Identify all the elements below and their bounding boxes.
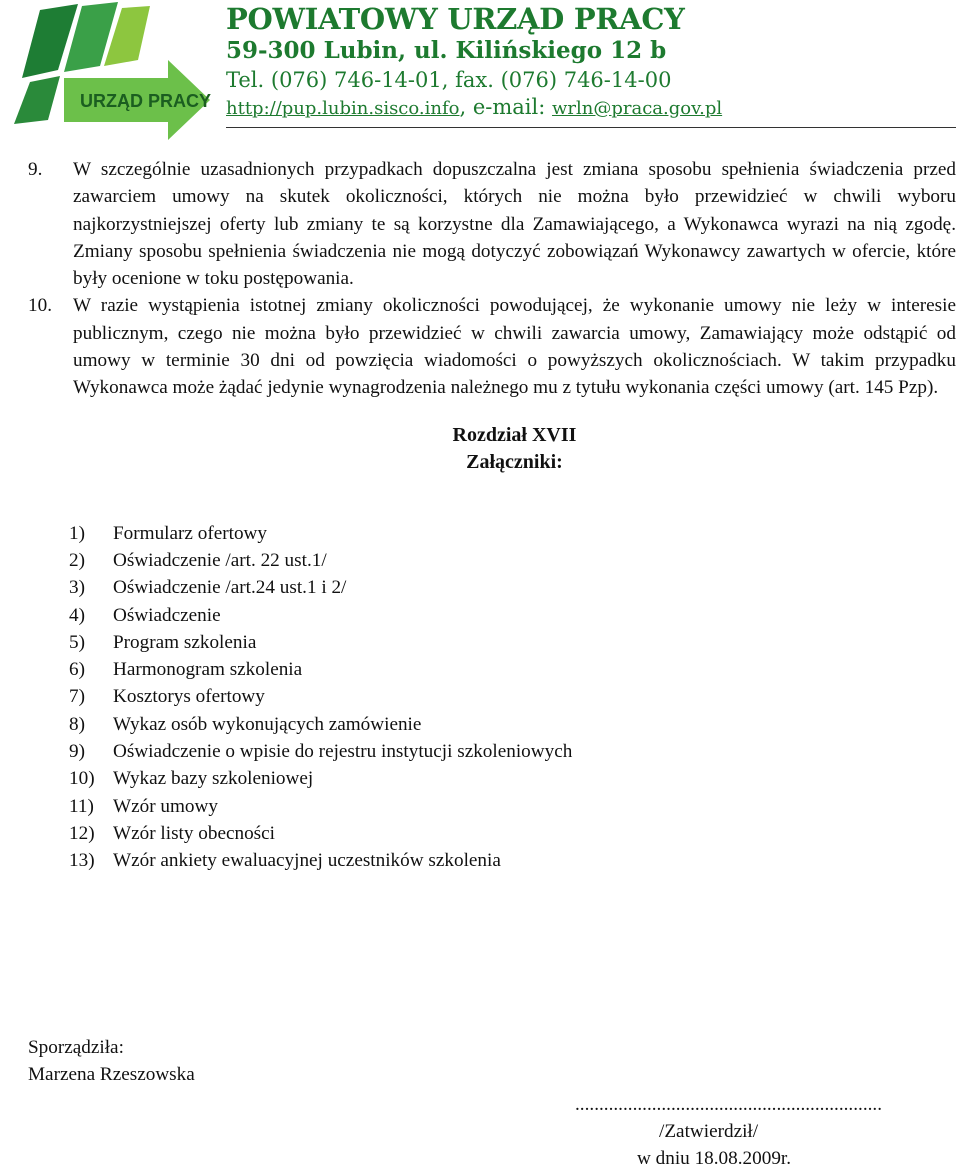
list-item bbox=[69, 711, 956, 738]
list-label: Kosztorys ofertowy bbox=[113, 686, 265, 708]
logo-text: URZĄD PRACY bbox=[80, 91, 212, 111]
email-label: , e-mail: bbox=[459, 95, 552, 119]
list-item bbox=[69, 847, 956, 874]
list-label: Oświadczenie /art. 22 ust.1/ bbox=[113, 549, 327, 571]
list-item bbox=[69, 765, 956, 792]
list-label: Wykaz bazy szkoleniowej bbox=[113, 768, 314, 790]
list-number: 12) bbox=[69, 822, 95, 844]
header-divider bbox=[226, 127, 956, 128]
list-number: 5) bbox=[69, 631, 85, 653]
list-number: 13) bbox=[69, 850, 95, 872]
list-label: Oświadczenie /art.24 ust.1 i 2/ bbox=[113, 577, 347, 599]
document-body bbox=[28, 156, 956, 875]
list-item bbox=[69, 820, 956, 847]
office-phone: Tel. (076) 746-14-01, fax. (076) 746-14-00 bbox=[226, 68, 672, 92]
list-item bbox=[69, 574, 956, 601]
list-label: Program szkolenia bbox=[113, 631, 257, 653]
list-label: Formularz ofertowy bbox=[113, 522, 267, 544]
list-item bbox=[69, 683, 956, 710]
approval-block bbox=[565, 1091, 905, 1172]
prepared-name: Marzena Rzeszowska bbox=[28, 1064, 195, 1085]
attachments-list bbox=[69, 520, 956, 875]
logo bbox=[0, 0, 215, 140]
list-number: 3) bbox=[69, 577, 85, 599]
list-number: 11) bbox=[69, 795, 94, 817]
list-label: Oświadczenie o wpisie do rejestru instytucji szkoleniowych bbox=[113, 741, 573, 763]
list-item bbox=[69, 656, 956, 683]
list-number: 8) bbox=[69, 713, 85, 735]
list-item bbox=[69, 602, 956, 629]
list-number: 2) bbox=[69, 549, 85, 571]
letterhead bbox=[226, 2, 946, 122]
list-label: Wzór umowy bbox=[113, 795, 218, 817]
list-number: 10) bbox=[69, 768, 95, 790]
list-label: Wzór listy obecności bbox=[113, 822, 275, 844]
list-label: Harmonogram szkolenia bbox=[113, 659, 303, 681]
paragraph-text: W razie wystąpienia istotnej zmiany okoliczności powodującej, że wykonanie umowy nie leży w interesie publicznym, czego nie można było przewidzieć w chwili zawarcia umowy, Zamawiający może odstąpić od umowy w terminie 30 dni od powzięcia wiadomości o powyższych okolicznościach. W takim przypadku Wykonawca może żądać jedynie wynagrodzenia należnego mu z tytułu wykonania części umowy (art. 145 Pzp). bbox=[73, 295, 956, 399]
list-label: Wzór ankiety ewaluacyjnej uczestników szkolenia bbox=[113, 850, 501, 872]
prepared-by bbox=[28, 1034, 195, 1088]
list-item bbox=[69, 793, 956, 820]
list-item bbox=[69, 738, 956, 765]
list-item bbox=[69, 520, 956, 547]
website-link[interactable]: http://pup.lubin.sisco.info bbox=[226, 98, 460, 119]
office-address: 59-300 Lubin, ul. Kilińskiego 12 b bbox=[226, 37, 667, 64]
list-label: Oświadczenie bbox=[113, 604, 221, 626]
signature-line: ................................................................ bbox=[575, 1094, 882, 1115]
approval-label: /Zatwierdził/ bbox=[659, 1121, 759, 1142]
paragraph-text: W szczególnie uzasadnionych przypadkach dopuszczalna jest zmiana sposobu spełnienia świadczenia przed zawarciem umowy na skutek okoliczności, których nie można było przewidzieć w chwili wyboru najkorzystniejszej oferty lub zmiany te są korzystne dla Zamawiającego, a Wykonawca wyrazi na nią zgodę. Zmiany sposobu spełnienia świadczenia nie mogą dotyczyć zobowiązań Wykonawcy zawartych w ofercie, które były ocenione w toku postępowania. bbox=[73, 159, 956, 290]
office-contacts bbox=[226, 94, 946, 122]
list-number: 9) bbox=[69, 741, 85, 763]
chapter-number: Rozdział XVII bbox=[452, 423, 577, 446]
paragraph-10 bbox=[28, 292, 956, 401]
paragraph-9 bbox=[28, 156, 956, 292]
list-item bbox=[69, 547, 956, 574]
list-number: 7) bbox=[69, 686, 85, 708]
chapter-heading bbox=[73, 422, 956, 476]
paragraph-number: 9. bbox=[28, 159, 43, 180]
approval-date: w dniu 18.08.2009r. bbox=[637, 1148, 792, 1169]
email-link[interactable]: wrln@praca.gov.pl bbox=[551, 98, 723, 119]
list-item bbox=[69, 629, 956, 656]
office-title: POWIATOWY URZĄD PRACY bbox=[226, 2, 685, 36]
list-number: 1) bbox=[69, 522, 85, 544]
paragraph-number: 10. bbox=[28, 295, 52, 317]
list-number: 4) bbox=[69, 604, 85, 626]
prepared-label: Sporządziła: bbox=[28, 1037, 124, 1058]
list-number: 6) bbox=[69, 659, 85, 681]
urzad-pracy-logo-icon bbox=[0, 0, 215, 140]
list-label: Wykaz osób wykonujących zamówienie bbox=[113, 713, 422, 735]
chapter-title: Załączniki: bbox=[466, 450, 563, 473]
